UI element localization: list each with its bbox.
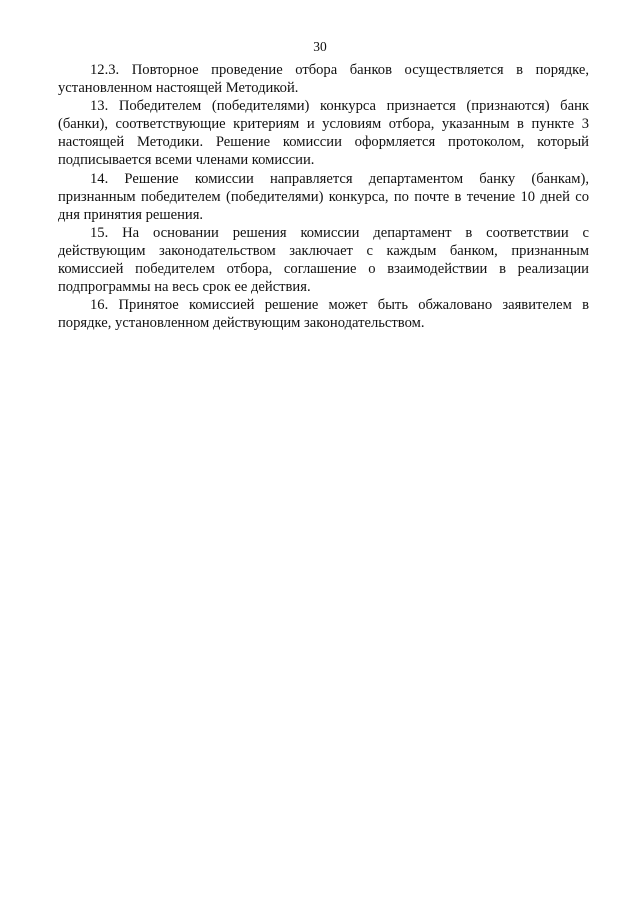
- paragraph-14: 14. Решение комиссии направляется департаментом банку (банкам), признанным победителем (победителями) конкурса, по почте в течение 10 дней со дня принятия решения.: [58, 170, 589, 223]
- paragraph-15: 15. На основании решения комиссии департамент в соответствии с действующим законодательством заключает с каждым банком, признанным комиссией победителем отбора, соглашение о взаимодействии в реализации подпрограммы на весь срок ее действия.: [58, 224, 589, 296]
- document-body: [58, 61, 589, 332]
- paragraph-12-3: 12.3. Повторное проведение отбора банков осуществляется в порядке, установленном настоящей Методикой.: [58, 62, 589, 97]
- paragraph-13: 13. Победителем (победителями) конкурса признается (признаются) банк (банки), соответствующие критериям и условиям отбора, указанным в пункте 3 настоящей Методики. Решение комиссии оформляется протоколом, который подписывается всеми членами комиссии.: [58, 98, 589, 169]
- page-number: 30: [313, 39, 327, 54]
- paragraph-16: 16. Принятое комиссией решение может быть обжаловано заявителем в порядке, установленном действующим законодательством.: [58, 297, 589, 332]
